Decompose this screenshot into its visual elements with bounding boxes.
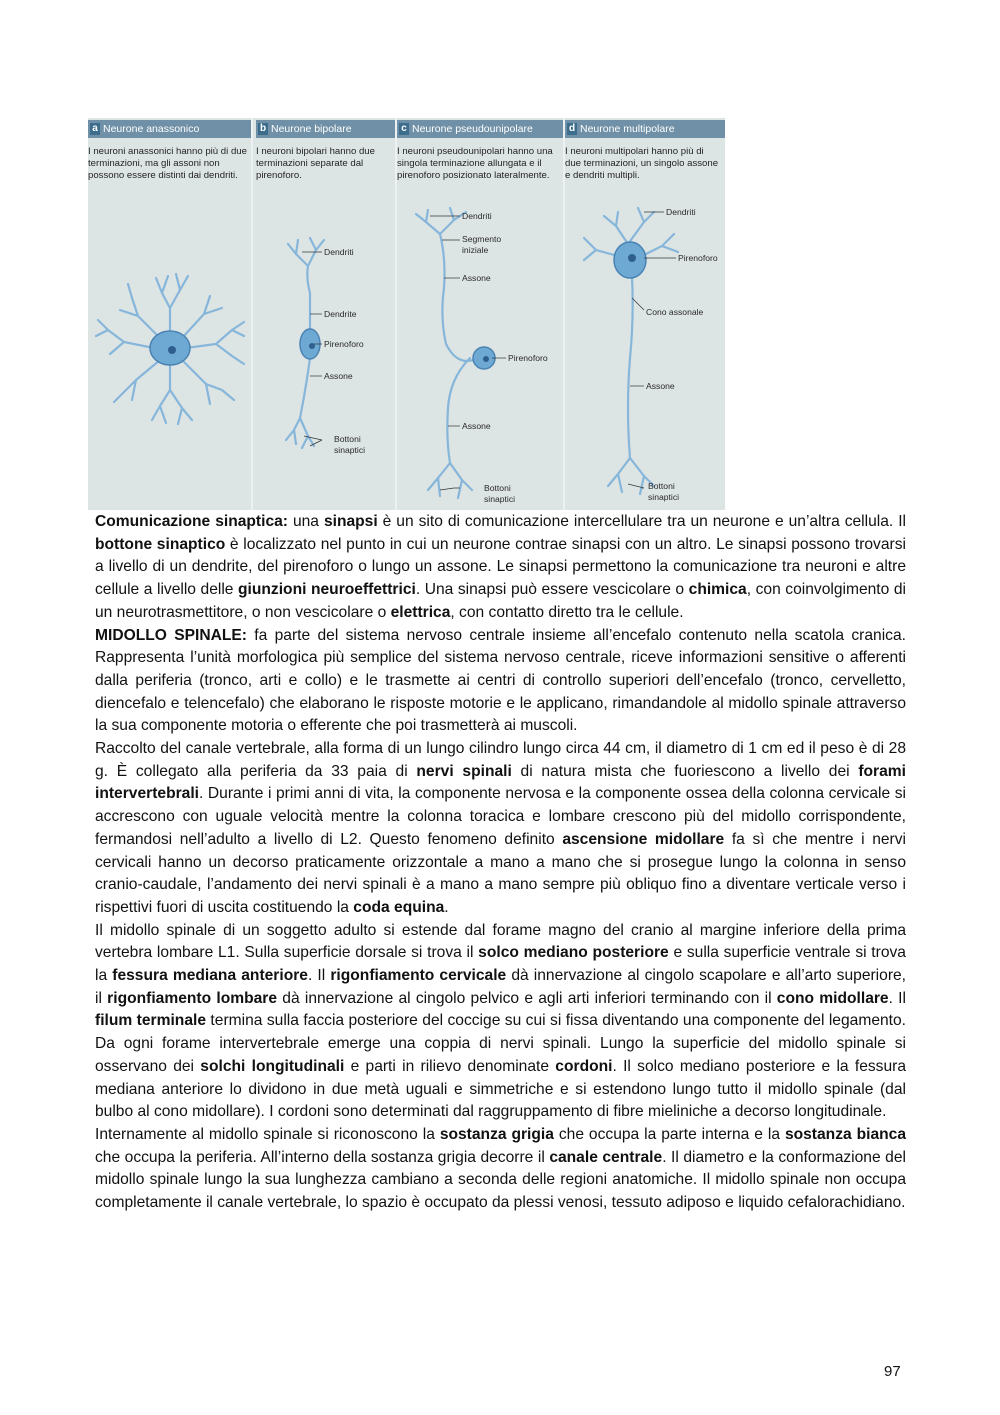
text-run: , con coinvolgimento di un neurotrasmettitore, o non vescicolare o [95, 581, 906, 621]
panel-letter: d [568, 123, 576, 134]
anaxonic-nucleus [168, 346, 176, 354]
text-run: che occupa la periferia. All’interno della sostanza grigia decorre il [95, 1148, 550, 1166]
text-run: e parti in rilievo denominate [344, 1057, 556, 1075]
bold-term: nervi spinali [416, 762, 512, 780]
label-dendriti: Dendriti [324, 247, 354, 257]
text-run: . Il [888, 989, 906, 1007]
text-run: è localizzato nel punto in cui un neurone contrae sinapsi con un altro. Le sinapsi possono trovarsi a livello di un dendrite, del pirenoforo o lungo un assone. Le sinapsi permettono la comunicazione tra neuroni e altre cellule a livello delle [95, 535, 906, 599]
neuron-illustrations [88, 118, 725, 510]
paragraph [95, 920, 906, 1124]
bold-term: ascensione midollare [562, 830, 725, 848]
label-assone: Assone [646, 381, 675, 391]
bold-term: Comunicazione sinaptica: [95, 513, 288, 530]
paragraph [95, 738, 906, 920]
label-assone: Assone [462, 273, 491, 283]
panel-title: Neurone multipolare [580, 123, 675, 135]
text-run: una [288, 513, 324, 530]
text-run: è un sito di comunicazione intercellulare tra un neurone e un’altra cellula. Il [377, 513, 907, 530]
text-run: . [444, 898, 449, 916]
pseudounipolar-nucleus [483, 356, 489, 362]
label-pirenoforo: Pirenoforo [678, 253, 718, 263]
bold-term: giunzioni neuroeffettrici [238, 581, 416, 599]
label-cono-assonale: Cono assonale [646, 307, 704, 317]
panel-description: I neuroni anassonici hanno più di due terminazioni, ma gli assoni non possono essere distinti dai dendriti. [88, 146, 247, 181]
bold-term: solchi longitudinali [200, 1057, 345, 1075]
body-text [95, 511, 906, 1215]
text-run: fa parte del sistema nervoso centrale insieme all’encefalo contenuto nella scatola cranica. Rappresenta l’unità morfologica più semplice del sistema nervoso centrale, riceve informazioni sensitive o afferenti dalla periferia (tronco, arti e collo) e le trasmette ai centri di controllo superiori dell’encefalo (tronco, cervelletto, diencefalo e telencefalo) che elaborano le risposte motorie e le applicano, rimandandole al midollo spinale attraverso la sua componente motoria o efferente che poi trasmetterà ai muscoli. [95, 626, 906, 735]
text-run: di natura mista che fuoriescono a livello dei [511, 762, 859, 780]
text-run: che occupa la parte interna e la [553, 1125, 785, 1143]
bold-term: sostanza grigia [439, 1125, 554, 1143]
label-dendriti: Dendriti [666, 207, 696, 217]
label-iniziale: iniziale [462, 245, 489, 255]
bold-term: MIDOLLO SPINALE: [95, 626, 247, 644]
bold-term: bottone sinaptico [95, 535, 226, 553]
page-number: 97 [884, 1363, 901, 1380]
label-pirenoforo: Pirenoforo [508, 353, 548, 363]
bold-term: cono midollare [776, 989, 889, 1007]
neuron-types-figure [88, 118, 725, 510]
text-run: Raccolto del canale vertebrale, alla forma di un lungo cilindro lungo circa 44 cm, il diametro di 1 cm ed il peso è di 28 g. È collegato alla periferia da 33 paia di [95, 740, 906, 780]
label-assone: Assone [462, 421, 491, 431]
multipolar-nucleus [628, 254, 636, 262]
paragraph [95, 625, 906, 739]
bold-term: rigonfiamento cervicale [330, 967, 507, 985]
label-bottoni: Bottoni [334, 434, 361, 444]
text-run: dà innervazione al cingolo scapolare e all’arto superiore, il [95, 967, 907, 1007]
bold-term: solco mediano posteriore [478, 944, 669, 962]
text-run: . Il solco mediano posteriore e la fessura mediana anteriore lo dividono in due metà uguali e simmetriche e si estendono lungo tutto il midollo spinale (dal bulbo al cono midollare). I cordoni sono determinati dal raggruppamento di fibre mieliniche a decorso longitudinale. [95, 1057, 906, 1121]
text-run: termina sulla faccia posteriore del coccige su cui si fissa diventando una componente del legamento. Da ogni forame intervertebrale emerge una coppia di nervi spinali. Lungo la superficie del midollo spinale si osservano dei [95, 1012, 906, 1075]
label-sinaptici: sinaptici [648, 492, 680, 502]
bold-term: forami intervertebrali [95, 762, 906, 803]
panel-description: I neuroni bipolari hanno due terminazioni separate dal pirenoforo. [256, 146, 375, 181]
panel-letter: a [90, 123, 100, 135]
text-run: . Il [307, 967, 331, 985]
bold-term: rigonfiamento lombare [107, 989, 278, 1007]
label-sinaptici: sinaptici [484, 494, 516, 504]
paragraph [95, 511, 906, 625]
label-segmento: Segmento [462, 234, 502, 244]
label-bottoni: Bottoni [648, 481, 675, 491]
text-run: . Il diametro e la conformazione del midollo spinale lungo la sua lunghezza cambiano a seconda delle regioni anatomiche. Il midollo spinale non occupa completamente il canale vertebrale, lo spazio è occupato da plessi venosi, tessuto adiposo e liquido cefalorachidiano. [95, 1148, 906, 1212]
text-run: fa sì che mentre i nervi cervicali hanno un decorso praticamente orizzontale a mano a mano che si prosegue lungo la colonna in senso cranio-caudale, l’andamento dei nervi spinali è a mano a mano sempre più obliquo fino a diventare verticale verso i rispettivi fuori di uscita costituendo la [95, 830, 906, 916]
label-bottoni: Bottoni [484, 483, 511, 493]
panel-title: Neurone pseudounipolare [412, 123, 533, 135]
text-run: . Durante i primi anni di vita, la componente nervosa e la componente ossea della colonna cervicale si accrescono con uguale velocità mentre la colonna toracica e lombare crescono più del midollo corrispondente, fermandosi nell’adulto a livello di L2. Questo fenomeno definito [95, 785, 906, 848]
bold-term: elettrica [390, 603, 451, 621]
text-run: dà innervazione al cingolo pelvico e agli arti inferiori terminando con il [277, 989, 777, 1007]
text-run: , con contatto diretto tra le cellule. [450, 603, 684, 621]
panel-description: I neuroni pseudounipolari hanno una singola terminazione allungata e il pirenoforo posizionato lateralmente. [397, 146, 553, 181]
bold-term: filum terminale [95, 1012, 207, 1030]
bold-term: coda equina [353, 898, 445, 916]
panel-letter: b [259, 123, 267, 134]
panel-description: I neuroni multipolari hanno più di due terminazioni, un singolo assone e dendriti multipli. [565, 146, 719, 181]
panel-title: Neurone anassonico [103, 123, 200, 135]
panel-letter: c [399, 123, 409, 135]
bold-term: cordoni [555, 1057, 613, 1075]
text-run: Internamente al midollo spinale si riconoscono la [95, 1125, 440, 1143]
bold-term: sostanza bianca [784, 1125, 906, 1143]
text-run: e sulla superficie ventrale si trova la [95, 944, 906, 985]
label-dendriti: Dendriti [462, 211, 492, 221]
bold-term: canale centrale [549, 1148, 663, 1166]
bold-term: chimica [688, 581, 747, 599]
label-sinaptici: sinaptici [334, 445, 366, 455]
paragraph [95, 1124, 906, 1215]
label-assone: Assone [324, 371, 353, 381]
bold-term: sinapsi [323, 513, 378, 530]
text-run: Il midollo spinale di un soggetto adulto si estende dal forame magno del cranio al margine inferiore della prima vertebra lombare L1. Sulla superficie dorsale si trova il [95, 921, 906, 962]
text-run: . Una sinapsi può essere vescicolare o [415, 581, 689, 599]
label-dendrite: Dendrite [324, 309, 357, 319]
panel-title: Neurone bipolare [271, 123, 352, 135]
label-pirenoforo: Pirenoforo [324, 339, 364, 349]
bold-term: fessura mediana anteriore [112, 967, 308, 985]
